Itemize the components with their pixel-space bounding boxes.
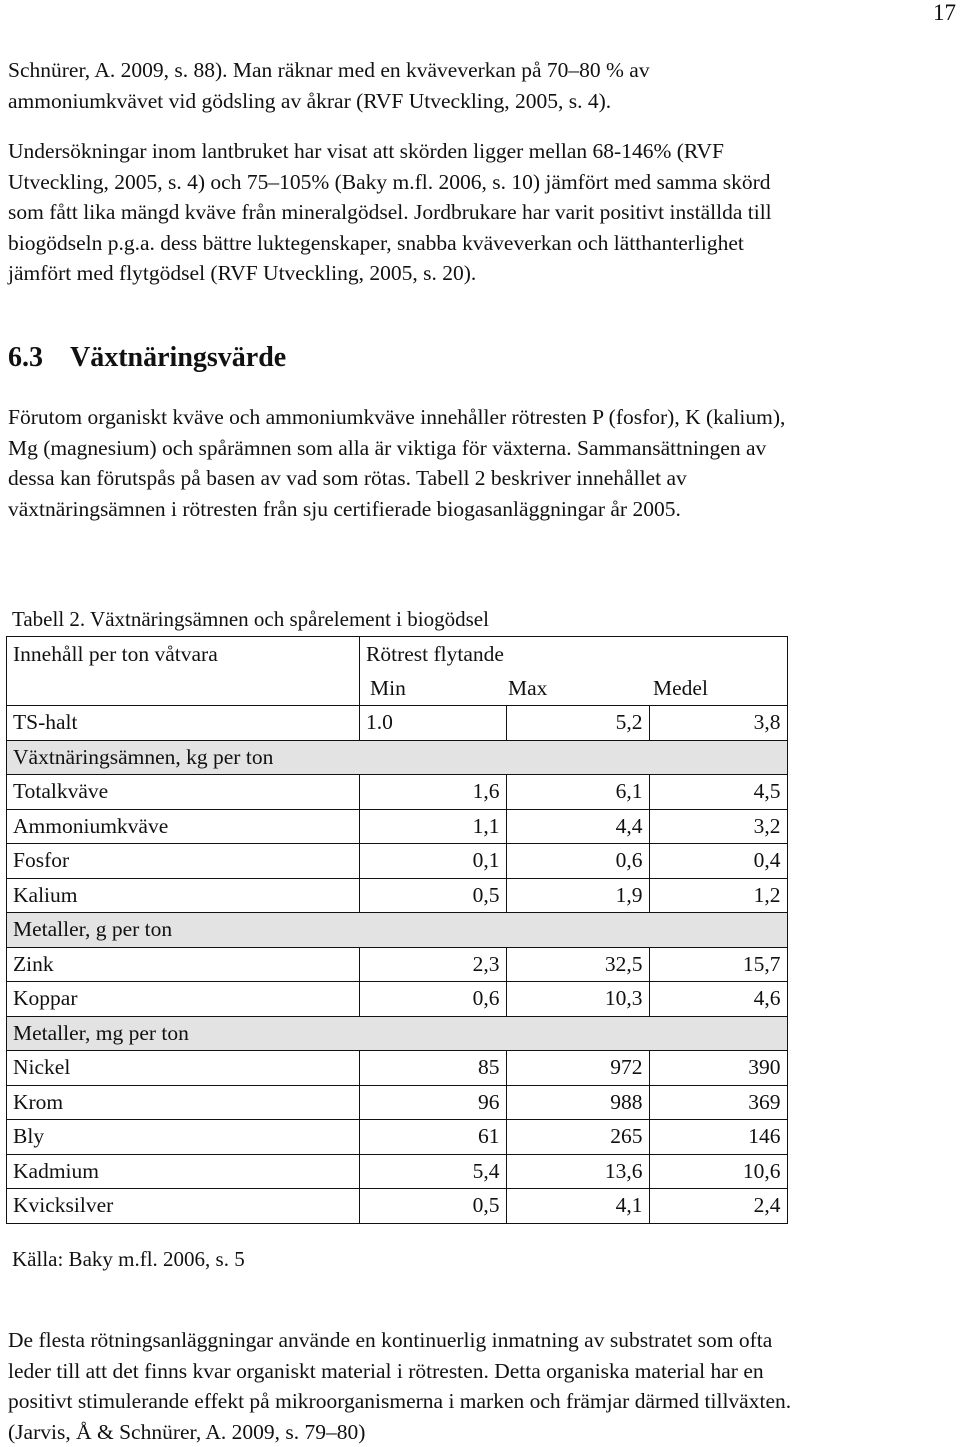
- cell-min: 2,3: [360, 947, 507, 982]
- cell-max: 1,9: [506, 878, 649, 913]
- section-heading: [8, 340, 286, 376]
- cell-min: 61: [360, 1120, 507, 1155]
- header-label: Innehåll per ton våtvara: [7, 637, 360, 672]
- row-label: Koppar: [7, 982, 360, 1017]
- cell-medel: 4,6: [649, 982, 787, 1017]
- cell-medel: 0,4: [649, 844, 787, 879]
- cell-max: 0,6: [506, 844, 649, 879]
- section-blank: [360, 740, 788, 775]
- row-label: Bly: [7, 1120, 360, 1155]
- header-medel: Medel: [649, 671, 787, 706]
- header-min: Min: [360, 671, 507, 706]
- text-line: positivt stimulerande effekt på mikroorganismerna i marken och främjar därmed tillväxten.: [8, 1386, 791, 1417]
- row-label: TS-halt: [7, 706, 360, 741]
- cell-medel: 3,8: [649, 706, 787, 741]
- cell-min: 0,6: [360, 982, 507, 1017]
- cell-min: 0,1: [360, 844, 507, 879]
- text-line: leder till att det finns kvar organiskt material i rötresten. Detta organiska material har en: [8, 1356, 791, 1387]
- row-label: Nickel: [7, 1051, 360, 1086]
- table-row: [7, 844, 788, 879]
- section-number: 6.3: [8, 340, 70, 376]
- cell-min: 0,5: [360, 1189, 507, 1224]
- cell-min: 1.0: [360, 706, 507, 741]
- table-row: [7, 982, 788, 1017]
- cell-medel: 369: [649, 1085, 787, 1120]
- cell-max: 6,1: [506, 775, 649, 810]
- row-label: Kadmium: [7, 1154, 360, 1189]
- cell-medel: 2,4: [649, 1189, 787, 1224]
- text-line: biogödseln p.g.a. dess bättre luktegenskaper, snabba kväveverkan och lätthanterlighet: [8, 228, 772, 259]
- table-source: Källa: Baky m.fl. 2006, s. 5: [12, 1244, 245, 1274]
- table-row: [7, 1051, 788, 1086]
- cell-max: 265: [506, 1120, 649, 1155]
- table-header-row: [7, 637, 788, 672]
- cell-min: 5,4: [360, 1154, 507, 1189]
- cell-medel: 146: [649, 1120, 787, 1155]
- cell-medel: 15,7: [649, 947, 787, 982]
- text-line: De flesta rötningsanläggningar använde en kontinuerlig inmatning av substratet som ofta: [8, 1325, 791, 1356]
- text-line: Mg (magnesium) och spårämnen som alla är viktiga för växterna. Sammansättningen av: [8, 433, 785, 464]
- paragraph-intro: [8, 55, 650, 116]
- cell-medel: 4,5: [649, 775, 787, 810]
- table-section-row: [7, 740, 788, 775]
- text-line: ammoniumkvävet vid gödsling av åkrar (RVF Utveckling, 2005, s. 4).: [8, 86, 650, 117]
- table-row: [7, 1154, 788, 1189]
- section-title: Växtnäringsvärde: [70, 342, 286, 373]
- text-line: Utveckling, 2005, s. 4) och 75‒105% (Baky m.fl. 2006, s. 10) jämfört med samma skörd: [8, 167, 772, 198]
- cell-medel: 1,2: [649, 878, 787, 913]
- header-blank: [7, 671, 360, 706]
- row-label: Kvicksilver: [7, 1189, 360, 1224]
- section-label: Metaller, g per ton: [7, 913, 360, 948]
- table-section-row: [7, 1016, 788, 1051]
- text-line: Schnürer, A. 2009, s. 88). Man räknar med en kväveverkan på 70‒80 % av: [8, 55, 650, 86]
- table-section-row: [7, 913, 788, 948]
- table-row: [7, 706, 788, 741]
- page-number: 17: [933, 0, 956, 26]
- nutrient-table: [6, 636, 788, 1224]
- header-group: Rötrest flytande: [360, 637, 788, 672]
- cell-medel: 3,2: [649, 809, 787, 844]
- cell-min: 96: [360, 1085, 507, 1120]
- row-label: Kalium: [7, 878, 360, 913]
- table-row: [7, 1085, 788, 1120]
- table-row: [7, 878, 788, 913]
- text-line: Förutom organiskt kväve och ammoniumkväve innehåller rötresten P (fosfor), K (kalium),: [8, 402, 785, 433]
- row-label: Krom: [7, 1085, 360, 1120]
- cell-min: 1,6: [360, 775, 507, 810]
- cell-medel: 390: [649, 1051, 787, 1086]
- table-row: [7, 947, 788, 982]
- row-label: Zink: [7, 947, 360, 982]
- cell-max: 10,3: [506, 982, 649, 1017]
- header-max: Max: [506, 671, 649, 706]
- row-label: Totalkväve: [7, 775, 360, 810]
- text-line: dessa kan förutspås på basen av vad som rötas. Tabell 2 beskriver innehållet av: [8, 463, 785, 494]
- cell-max: 13,6: [506, 1154, 649, 1189]
- row-label: Fosfor: [7, 844, 360, 879]
- paragraph-yield: [8, 136, 772, 289]
- cell-max: 4,4: [506, 809, 649, 844]
- table-caption: Tabell 2. Växtnäringsämnen och spårelement i biogödsel: [12, 604, 489, 634]
- table-row: [7, 809, 788, 844]
- section-label: Metaller, mg per ton: [7, 1016, 360, 1051]
- section-blank: [360, 913, 788, 948]
- section-blank: [360, 1016, 788, 1051]
- table-subheader-row: [7, 671, 788, 706]
- cell-max: 4,1: [506, 1189, 649, 1224]
- cell-max: 32,5: [506, 947, 649, 982]
- table-row: [7, 1189, 788, 1224]
- text-line: jämfört med flytgödsel (RVF Utveckling, 2005, s. 20).: [8, 258, 772, 289]
- section-label: Växtnäringsämnen, kg per ton: [7, 740, 360, 775]
- text-line: Undersökningar inom lantbruket har visat att skörden ligger mellan 68-146% (RVF: [8, 136, 772, 167]
- cell-max: 5,2: [506, 706, 649, 741]
- text-line: (Jarvis, Å & Schnürer, A. 2009, s. 79‒80): [8, 1417, 791, 1447]
- paragraph-continuous-feeding: [8, 1325, 791, 1447]
- cell-min: 1,1: [360, 809, 507, 844]
- text-line: som fått lika mängd kväve från mineralgödsel. Jordbrukare har varit positivt inställda till: [8, 197, 772, 228]
- paragraph-nutrients: [8, 402, 785, 524]
- cell-min: 0,5: [360, 878, 507, 913]
- cell-max: 972: [506, 1051, 649, 1086]
- row-label: Ammoniumkväve: [7, 809, 360, 844]
- cell-max: 988: [506, 1085, 649, 1120]
- text-line: växtnäringsämnen i rötresten från sju certifierade biogasanläggningar år 2005.: [8, 494, 785, 525]
- cell-medel: 10,6: [649, 1154, 787, 1189]
- table-row: [7, 775, 788, 810]
- cell-min: 85: [360, 1051, 507, 1086]
- table-row: [7, 1120, 788, 1155]
